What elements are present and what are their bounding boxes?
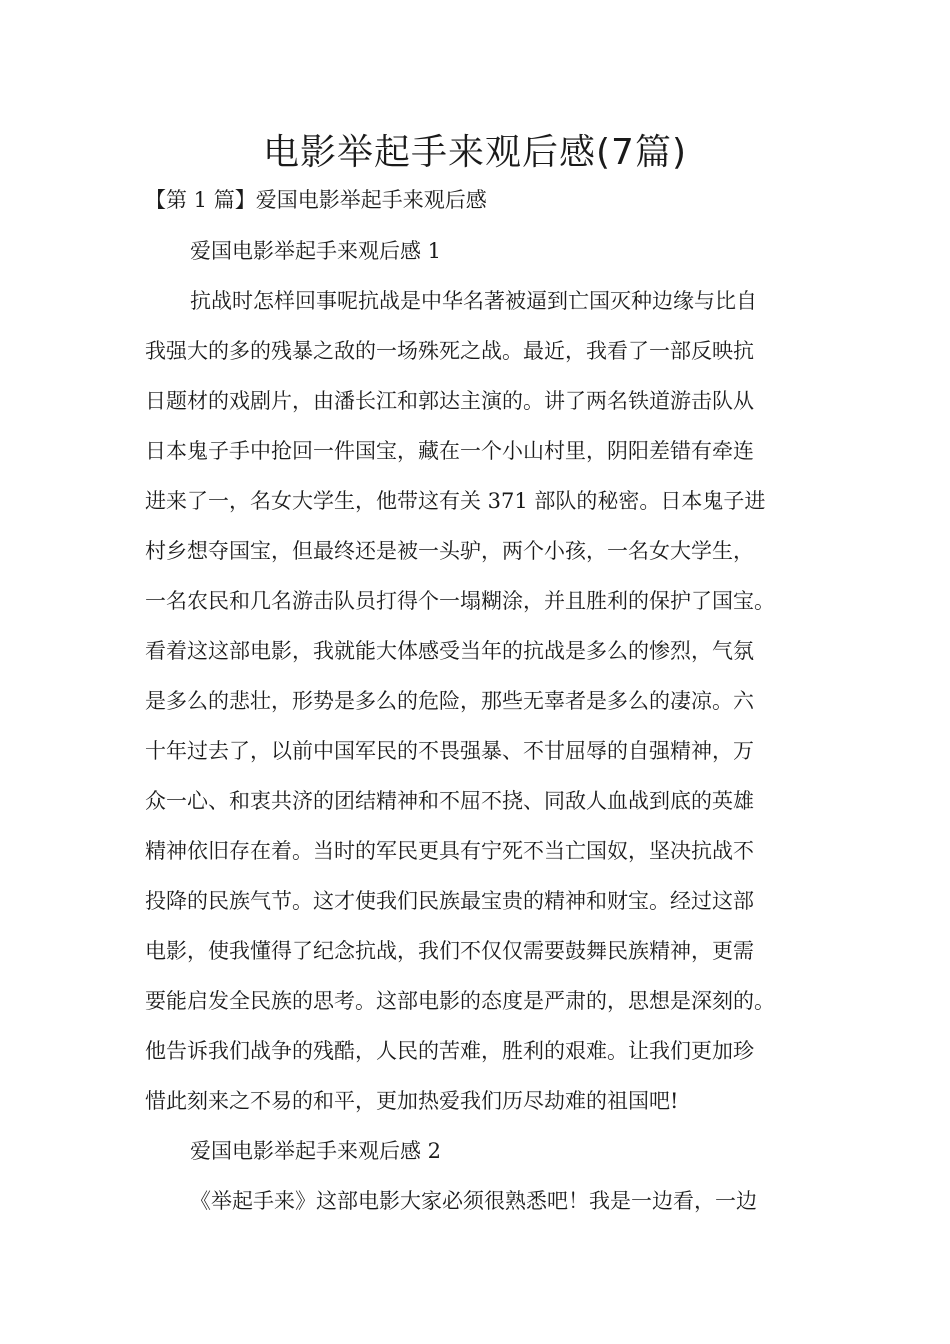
subheading-1: 爱国电影举起手来观后感 1 bbox=[190, 239, 442, 263]
paragraph-1-line: 惜此刻来之不易的和平，更加热爱我们历尽劫难的祖国吧! bbox=[145, 1089, 679, 1113]
paragraph-1-line: 十年过去了，以前中国军民的不畏强暴、不甘屈辱的自强精神，万 bbox=[145, 739, 754, 763]
paragraph-1-line: 看着这这部电影，我就能大体感受当年的抗战是多么的惨烈，气氛 bbox=[145, 639, 754, 663]
section-heading: 【第 1 篇】爱国电影举起手来观后感 bbox=[145, 188, 487, 212]
paragraph-1-line: 精神依旧存在着。当时的军民更具有宁死不当亡国奴，坚决抗战不 bbox=[145, 839, 754, 863]
paragraph-2-line: 《举起手来》这部电影大家必须很熟悉吧！我是一边看，一边 bbox=[190, 1189, 757, 1213]
paragraph-1-line: 村乡想夺国宝，但最终还是被一头驴，两个小孩，一名女大学生， bbox=[145, 539, 754, 563]
paragraph-1-line: 众一心、和衷共济的团结精神和不屈不挠、同敌人血战到底的英雄 bbox=[145, 789, 754, 813]
paragraph-1-line: 抗战时怎样回事呢抗战是中华名著被逼到亡国灭种边缘与比自 bbox=[190, 289, 757, 313]
paragraph-1-line: 一名农民和几名游击队员打得个一塌糊涂，并且胜利的保护了国宝。 bbox=[145, 589, 775, 613]
paragraph-1-line: 我强大的多的残暴之敌的一场殊死之战。最近，我看了一部反映抗 bbox=[145, 339, 754, 363]
paragraph-1-line: 日题材的戏剧片，由潘长江和郭达主演的。讲了两名铁道游击队从 bbox=[145, 389, 754, 413]
paragraph-1-line: 电影，使我懂得了纪念抗战，我们不仅仅需要鼓舞民族精神，更需 bbox=[145, 939, 754, 963]
subheading-2: 爱国电影举起手来观后感 2 bbox=[190, 1139, 442, 1163]
paragraph-1-line: 要能启发全民族的思考。这部电影的态度是严肃的，思想是深刻的。 bbox=[145, 989, 775, 1013]
paragraph-1-line: 他告诉我们战争的残酷，人民的苦难，胜利的艰难。让我们更加珍 bbox=[145, 1039, 754, 1063]
paragraph-1-line: 日本鬼子手中抢回一件国宝，藏在一个小山村里，阴阳差错有牵连 bbox=[145, 439, 754, 463]
document-title: 电影举起手来观后感(7篇) bbox=[263, 132, 687, 173]
paragraph-1-line: 是多么的悲壮，形势是多么的危险，那些无辜者是多么的凄凉。六 bbox=[145, 689, 754, 713]
paragraph-1-line: 投降的民族气节。这才使我们民族最宝贵的精神和财宝。经过这部 bbox=[145, 889, 754, 913]
paragraph-1-line: 进来了一，名女大学生，他带这有关 371 部队的秘密。日本鬼子进 bbox=[145, 489, 766, 513]
